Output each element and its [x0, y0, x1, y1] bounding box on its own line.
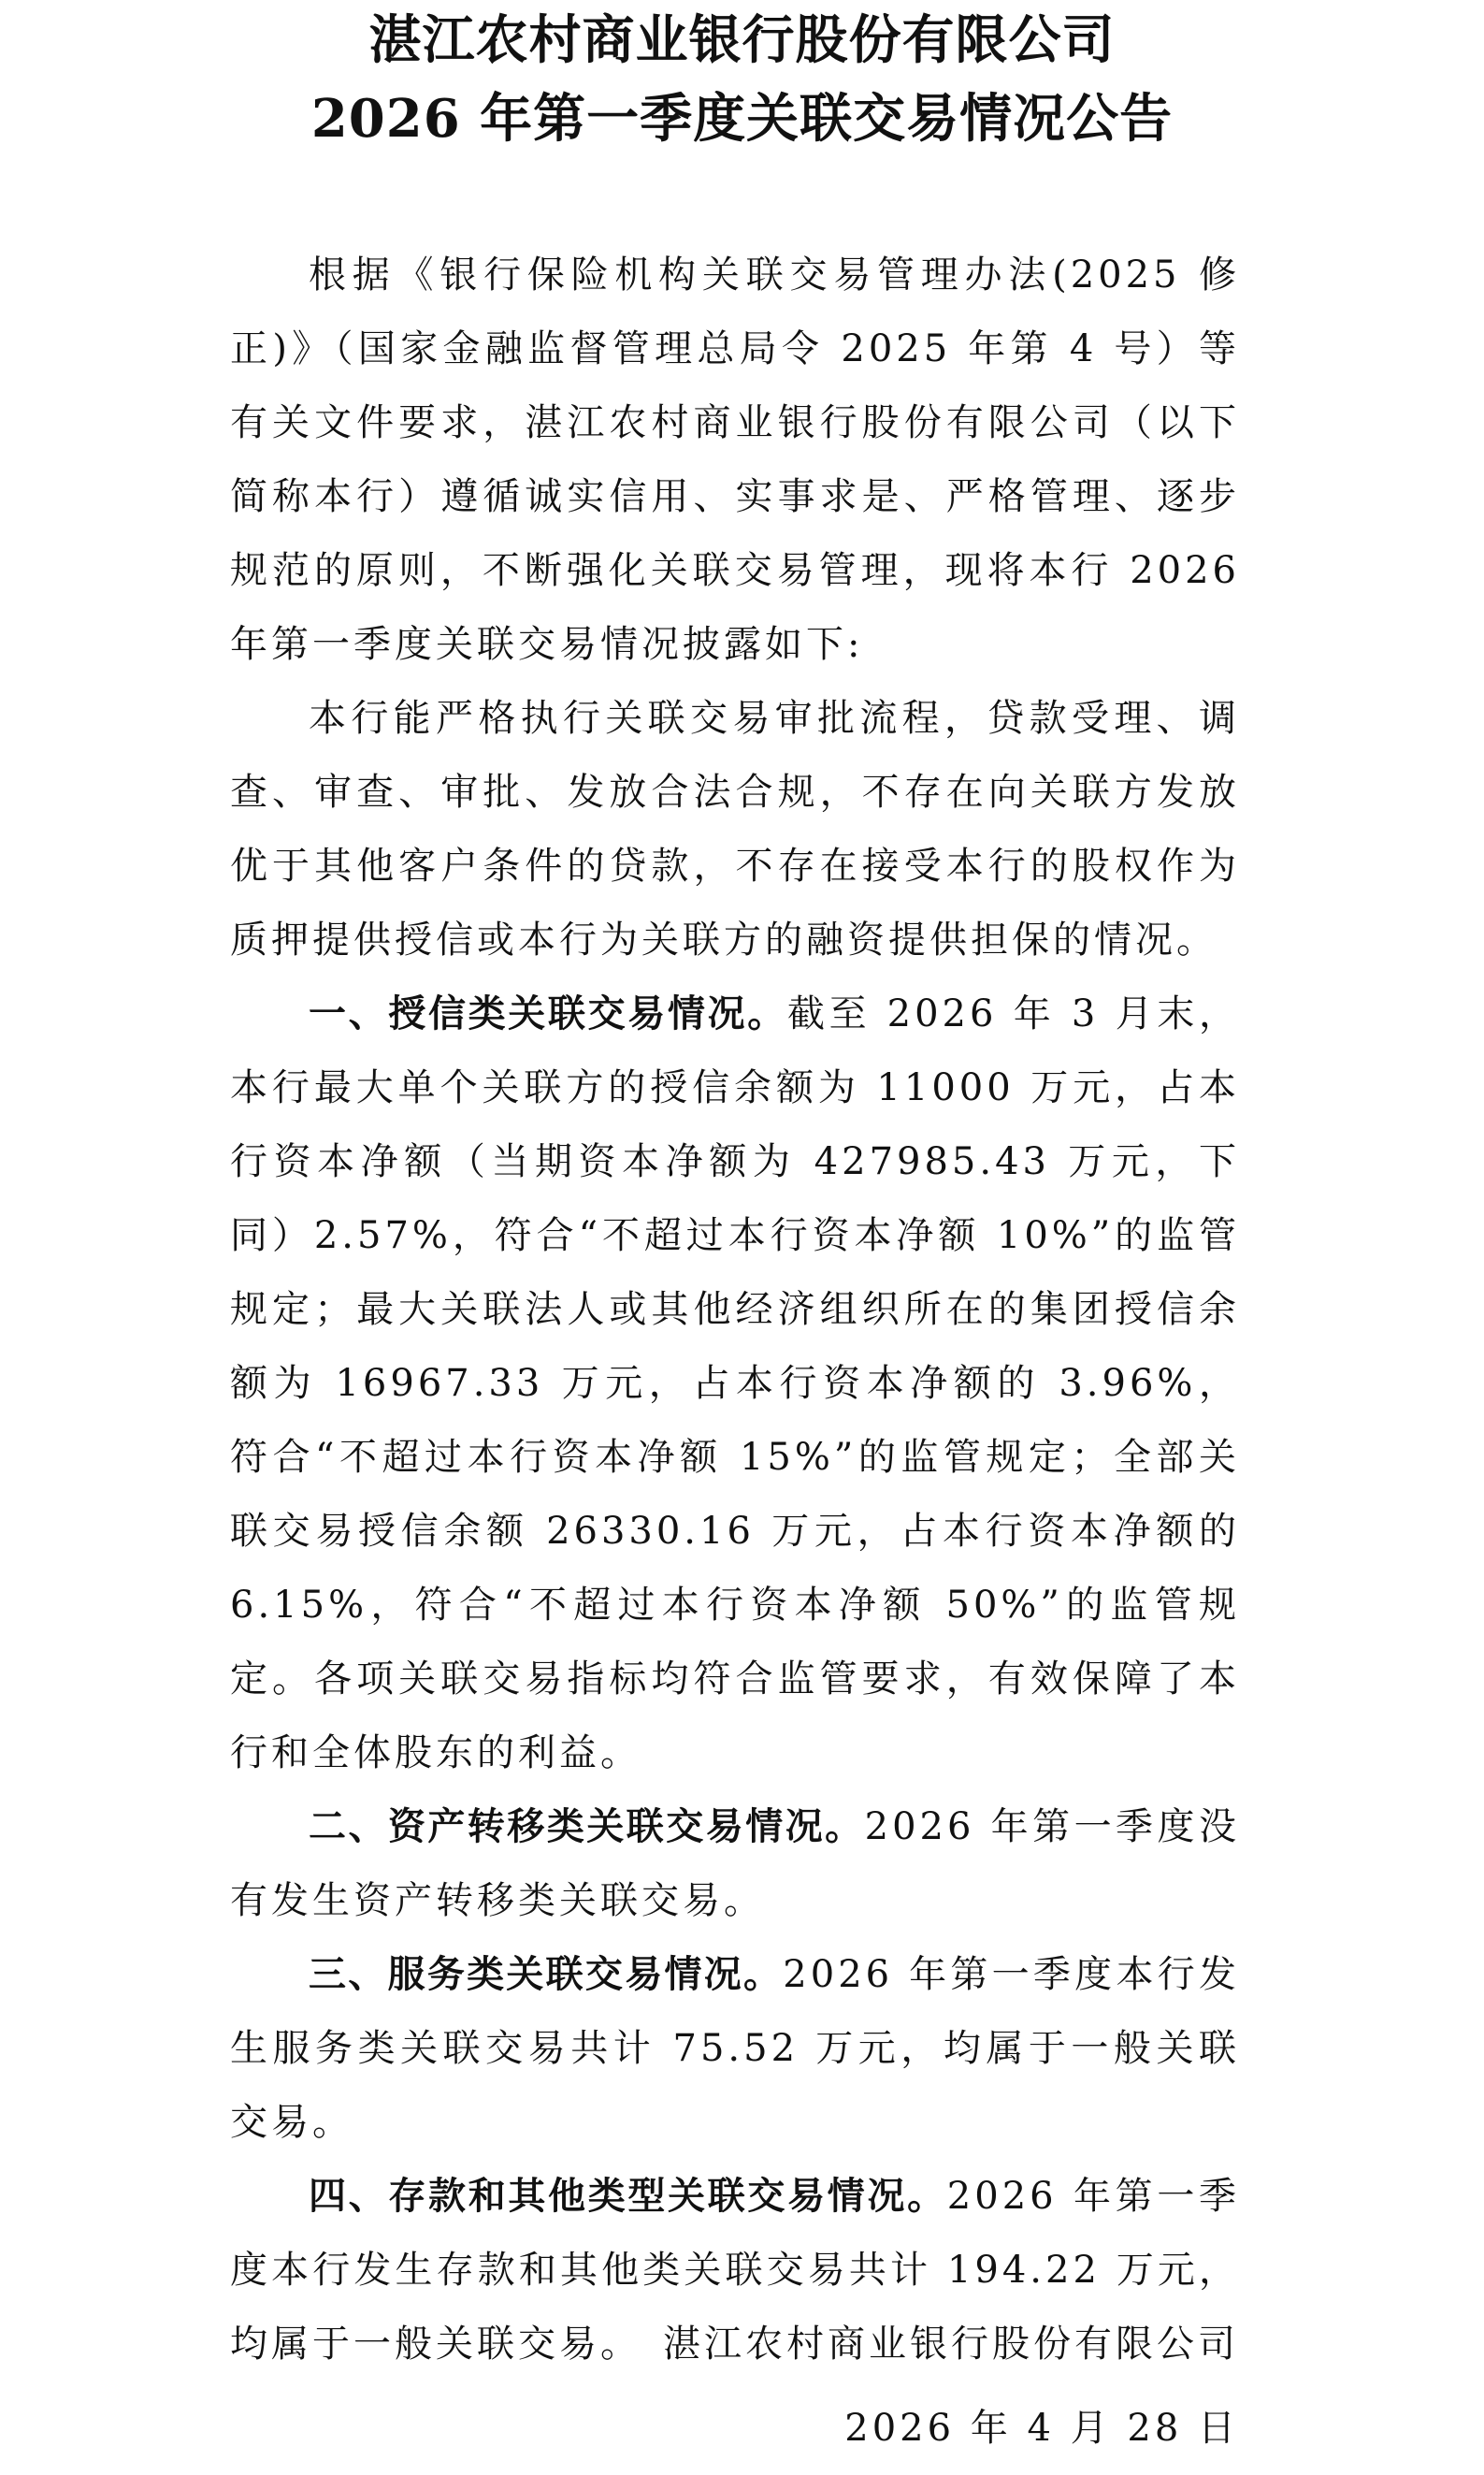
paragraph-text: 2026 年第一季度本行发生存款和其他类关联交易共计 194.22 万元，均属于一般关联交易。 [230, 2175, 1241, 2366]
paragraph-asset-transfer [230, 1790, 1240, 1938]
paragraph-credit [230, 977, 1240, 1790]
document-body [230, 239, 1240, 2381]
paragraph-approval [230, 682, 1240, 977]
document-title-line-2: 2026 年第一季度关联交易情况公告 [310, 88, 1174, 150]
paragraph-text: 截至 2026 年 3 月末，本行最大单个关联方的授信余额为 11000 万元，占本行资本净额（当期资本净额为 427985.43 万元，下同）2.57%，符合“不超过本行资本净额 10%”的监管规定；最大关联法人或其他经济组织所在的集团授信余额为 16967.33 万元，占本行资本净额的 3.96%，符合“不超过本行资本净额 15%”的监管规定；全部关联交易授信余额 26330.16 万元，占本行资本净额的 6.15%，符合“不超过本行资本净额 50%”的监管规定。各项关联交易指标均符合监管要求，有效保障了本行和全体股东的利益。 [230, 992, 1240, 1774]
paragraph-text: 根据《银行保险机构关联交易管理办法(2025 修正)》（国家金融监督管理总局令 2025 年第 4 号）等有关文件要求，湛江农村商业银行股份有限公司（以下简称本行）遵循诚实信用、实事求是、严格管理、逐步规范的原则，不断强化关联交易管理，现将本行 2026 年第一季度关联交易情况披露如下: [230, 253, 1240, 666]
section-heading: 四、存款和其他类型关联交易情况。 [309, 2175, 947, 2218]
section-heading: 二、资产转移类关联交易情况。 [309, 1805, 865, 1848]
signature-date: 2026 年 4 月 28 日 [844, 2407, 1239, 2450]
paragraph-text: 2026 年第一季度本行发生服务类关联交易共计 75.52 万元，均属于一般关联交易。 [230, 1953, 1241, 2144]
signature-company: 湛江农村商业银行股份有限公司 [663, 2323, 1239, 2366]
paragraph-text: 本行能严格执行关联交易审批流程，贷款受理、调查、审查、审批、发放合法合规，不存在向关联方发放优于其他客户条件的贷款，不存在接受本行的股权作为质押提供授信或本行为关联方的融资提供担保的情况。 [230, 697, 1240, 962]
paragraph-text: 2026 年第一季度没有发生资产转移类关联交易。 [230, 1805, 1240, 1922]
section-heading: 三、服务类关联交易情况。 [309, 1953, 784, 1996]
paragraph-service [230, 1938, 1240, 2160]
document-title-line-1: 湛江农村商业银行股份有限公司 [368, 9, 1116, 71]
paragraph-intro [230, 239, 1240, 682]
section-heading: 一、授信类关联交易情况。 [309, 992, 787, 1035]
